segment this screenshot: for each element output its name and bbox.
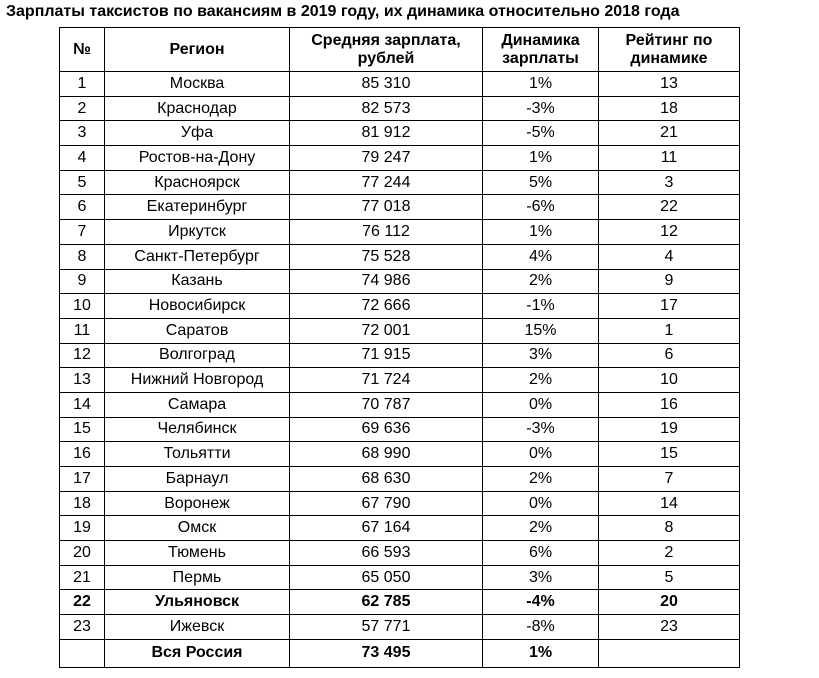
table-row xyxy=(60,170,740,195)
cell-number: 2 xyxy=(60,96,105,121)
cell-salary: 62 785 xyxy=(290,590,483,615)
cell-salary: 66 593 xyxy=(290,541,483,566)
cell-dynamics: 0% xyxy=(483,392,599,417)
cell-rank: 7 xyxy=(599,467,740,492)
cell-rank: 4 xyxy=(599,244,740,269)
table-row xyxy=(60,269,740,294)
cell-number: 4 xyxy=(60,146,105,171)
table-row xyxy=(60,516,740,541)
total-cell-salary: 73 495 xyxy=(290,639,483,667)
salary-table xyxy=(59,27,740,668)
cell-region: Пермь xyxy=(105,565,290,590)
cell-number: 12 xyxy=(60,343,105,368)
cell-rank: 16 xyxy=(599,392,740,417)
cell-salary: 77 018 xyxy=(290,195,483,220)
table-row xyxy=(60,615,740,640)
header-region: Регион xyxy=(105,28,290,72)
table-row xyxy=(60,195,740,220)
cell-salary: 65 050 xyxy=(290,565,483,590)
total-cell-rank xyxy=(599,639,740,667)
cell-dynamics: 1% xyxy=(483,72,599,97)
table-row xyxy=(60,417,740,442)
cell-rank: 9 xyxy=(599,269,740,294)
cell-rank: 6 xyxy=(599,343,740,368)
cell-number: 22 xyxy=(60,590,105,615)
table-row xyxy=(60,146,740,171)
table-row xyxy=(60,491,740,516)
table-row xyxy=(60,541,740,566)
cell-region: Иркутск xyxy=(105,220,290,245)
cell-dynamics: -5% xyxy=(483,121,599,146)
cell-number: 8 xyxy=(60,244,105,269)
cell-salary: 76 112 xyxy=(290,220,483,245)
cell-number: 13 xyxy=(60,368,105,393)
cell-number: 20 xyxy=(60,541,105,566)
total-row xyxy=(60,639,740,667)
cell-number: 23 xyxy=(60,615,105,640)
cell-region: Ульяновск xyxy=(105,590,290,615)
cell-salary: 70 787 xyxy=(290,392,483,417)
cell-salary: 74 986 xyxy=(290,269,483,294)
cell-dynamics: -3% xyxy=(483,417,599,442)
cell-dynamics: 0% xyxy=(483,442,599,467)
table-row xyxy=(60,467,740,492)
cell-dynamics: -4% xyxy=(483,590,599,615)
cell-salary: 82 573 xyxy=(290,96,483,121)
cell-number: 17 xyxy=(60,467,105,492)
cell-salary: 57 771 xyxy=(290,615,483,640)
cell-number: 5 xyxy=(60,170,105,195)
cell-rank: 17 xyxy=(599,294,740,319)
cell-rank: 10 xyxy=(599,368,740,393)
table-row xyxy=(60,565,740,590)
cell-dynamics: 6% xyxy=(483,541,599,566)
cell-dynamics: 5% xyxy=(483,170,599,195)
cell-salary: 81 912 xyxy=(290,121,483,146)
table-row xyxy=(60,392,740,417)
cell-salary: 67 790 xyxy=(290,491,483,516)
cell-rank: 5 xyxy=(599,565,740,590)
cell-salary: 71 724 xyxy=(290,368,483,393)
header-salary: Средняя зарплата, рублей xyxy=(290,28,483,72)
cell-region: Москва xyxy=(105,72,290,97)
cell-number: 3 xyxy=(60,121,105,146)
cell-salary: 67 164 xyxy=(290,516,483,541)
cell-number: 6 xyxy=(60,195,105,220)
cell-number: 18 xyxy=(60,491,105,516)
cell-rank: 1 xyxy=(599,318,740,343)
cell-dynamics: 1% xyxy=(483,220,599,245)
cell-region: Красноярск xyxy=(105,170,290,195)
cell-dynamics: 2% xyxy=(483,368,599,393)
cell-dynamics: -1% xyxy=(483,294,599,319)
cell-number: 9 xyxy=(60,269,105,294)
header-row xyxy=(60,28,740,72)
cell-rank: 21 xyxy=(599,121,740,146)
cell-salary: 77 244 xyxy=(290,170,483,195)
cell-region: Саратов xyxy=(105,318,290,343)
cell-dynamics: -6% xyxy=(483,195,599,220)
cell-salary: 69 636 xyxy=(290,417,483,442)
cell-number: 10 xyxy=(60,294,105,319)
cell-rank: 3 xyxy=(599,170,740,195)
table-row xyxy=(60,220,740,245)
cell-region: Казань xyxy=(105,269,290,294)
cell-region: Омск xyxy=(105,516,290,541)
cell-salary: 79 247 xyxy=(290,146,483,171)
cell-number: 15 xyxy=(60,417,105,442)
cell-region: Краснодар xyxy=(105,96,290,121)
table-row xyxy=(60,294,740,319)
header-rank: Рейтинг по динамике xyxy=(599,28,740,72)
cell-dynamics: 0% xyxy=(483,491,599,516)
cell-dynamics: 3% xyxy=(483,565,599,590)
table-row xyxy=(60,96,740,121)
header-dynamics: Динамика зарплаты xyxy=(483,28,599,72)
table-row xyxy=(60,244,740,269)
cell-rank: 2 xyxy=(599,541,740,566)
table-title: Зарплаты таксистов по вакансиям в 2019 году, их динамика относительно 2018 года xyxy=(6,3,680,20)
cell-number: 11 xyxy=(60,318,105,343)
cell-region: Новосибирск xyxy=(105,294,290,319)
table-body xyxy=(60,72,740,668)
cell-salary: 85 310 xyxy=(290,72,483,97)
cell-region: Тольятти xyxy=(105,442,290,467)
cell-salary: 68 990 xyxy=(290,442,483,467)
cell-number: 7 xyxy=(60,220,105,245)
cell-rank: 18 xyxy=(599,96,740,121)
cell-dynamics: 15% xyxy=(483,318,599,343)
cell-region: Ижевск xyxy=(105,615,290,640)
cell-rank: 12 xyxy=(599,220,740,245)
cell-rank: 8 xyxy=(599,516,740,541)
cell-region: Челябинск xyxy=(105,417,290,442)
cell-dynamics: 2% xyxy=(483,269,599,294)
table-row xyxy=(60,590,740,615)
cell-region: Санкт-Петербург xyxy=(105,244,290,269)
total-cell-dynamics: 1% xyxy=(483,639,599,667)
cell-rank: 22 xyxy=(599,195,740,220)
cell-rank: 19 xyxy=(599,417,740,442)
cell-salary: 68 630 xyxy=(290,467,483,492)
table-row xyxy=(60,343,740,368)
cell-region: Барнаул xyxy=(105,467,290,492)
cell-dynamics: -8% xyxy=(483,615,599,640)
cell-rank: 23 xyxy=(599,615,740,640)
cell-rank: 14 xyxy=(599,491,740,516)
cell-rank: 13 xyxy=(599,72,740,97)
cell-region: Нижний Новгород xyxy=(105,368,290,393)
cell-dynamics: -3% xyxy=(483,96,599,121)
total-cell-number xyxy=(60,639,105,667)
cell-region: Волгоград xyxy=(105,343,290,368)
total-cell-region: Вся Россия xyxy=(105,639,290,667)
cell-region: Тюмень xyxy=(105,541,290,566)
cell-region: Уфа xyxy=(105,121,290,146)
cell-number: 14 xyxy=(60,392,105,417)
cell-salary: 72 666 xyxy=(290,294,483,319)
cell-rank: 15 xyxy=(599,442,740,467)
header-number: № xyxy=(60,28,105,72)
cell-number: 16 xyxy=(60,442,105,467)
table-row xyxy=(60,368,740,393)
cell-salary: 71 915 xyxy=(290,343,483,368)
cell-number: 1 xyxy=(60,72,105,97)
cell-rank: 11 xyxy=(599,146,740,171)
cell-dynamics: 1% xyxy=(483,146,599,171)
cell-number: 21 xyxy=(60,565,105,590)
cell-dynamics: 2% xyxy=(483,467,599,492)
cell-region: Воронеж xyxy=(105,491,290,516)
cell-salary: 75 528 xyxy=(290,244,483,269)
table-row xyxy=(60,121,740,146)
cell-dynamics: 4% xyxy=(483,244,599,269)
cell-region: Самара xyxy=(105,392,290,417)
table-row xyxy=(60,318,740,343)
cell-number: 19 xyxy=(60,516,105,541)
cell-dynamics: 3% xyxy=(483,343,599,368)
cell-rank: 20 xyxy=(599,590,740,615)
cell-dynamics: 2% xyxy=(483,516,599,541)
cell-region: Ростов-на-Дону xyxy=(105,146,290,171)
cell-region: Екатеринбург xyxy=(105,195,290,220)
cell-salary: 72 001 xyxy=(290,318,483,343)
table-row xyxy=(60,442,740,467)
table-row xyxy=(60,72,740,97)
